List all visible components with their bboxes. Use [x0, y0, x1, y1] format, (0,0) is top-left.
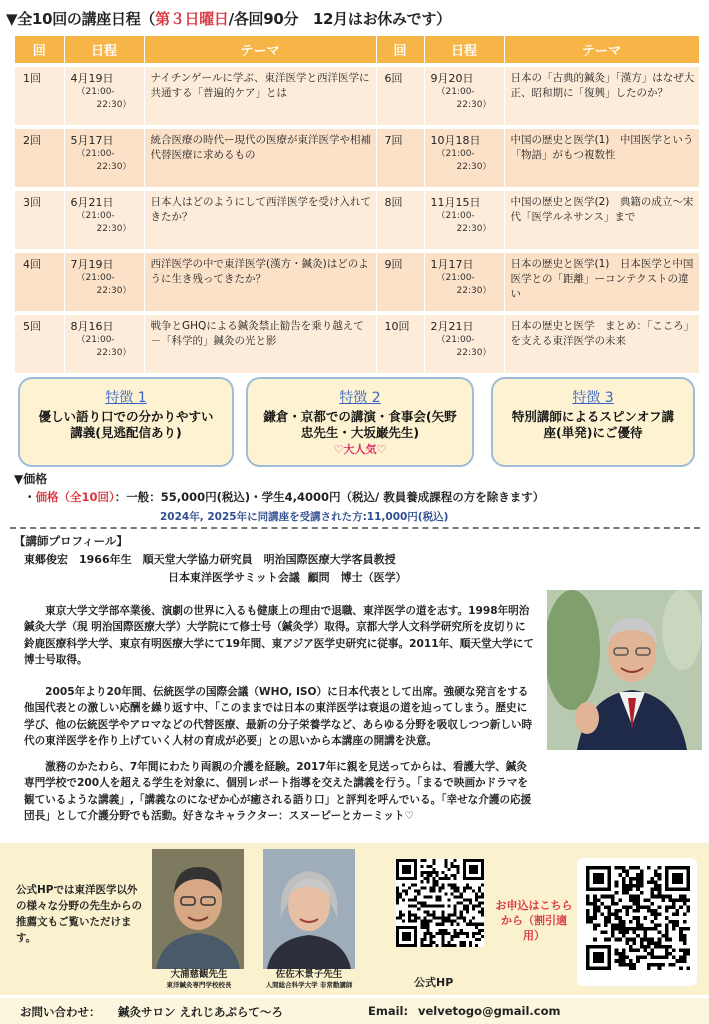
- session-date-cell: [64, 251, 144, 313]
- session-number: 4回: [15, 251, 64, 313]
- session-number: 6回: [376, 65, 424, 127]
- session-time-end: 22:30）: [96, 286, 132, 296]
- qr-caption: 公式HP: [414, 976, 454, 989]
- session-time-end: 22:30）: [456, 100, 492, 110]
- recommender-photo: [263, 849, 355, 969]
- session-theme: 日本の「古典的鍼灸」「漢方」はなぜ大正、昭和期に「復興」したのか？: [504, 65, 699, 127]
- session-date-cell: [64, 127, 144, 189]
- session-date-cell: [424, 65, 504, 127]
- feature-box-2: [246, 377, 474, 467]
- session-number: 10回: [376, 313, 424, 373]
- heading-suffix: /各回90分 12月はお休みです）: [228, 10, 451, 28]
- heading-accent: 第３日曜日: [155, 10, 229, 28]
- schedule-row: [15, 65, 699, 127]
- session-time-end: 22:30）: [96, 162, 132, 172]
- session-theme: 日本の歴史と医学(1) 日本医学と中国医学との「距離」ーコンテクストの違い: [504, 251, 699, 313]
- homepage-qr-code[interactable]: [396, 859, 484, 947]
- feature-box-1: [18, 377, 234, 467]
- session-time-end: 22:30）: [456, 286, 492, 296]
- session-theme: 中国の歴史と医学(1) 中国医学という「物語」がもつ複数性: [504, 127, 699, 189]
- profile-paragraph: 東京大学文学部卒業後、演劇の世界に入るも健康上の理由で退職、東洋医学の道を志す。1998年明治鍼灸大学（現 明治国際医療大学）大学院にて修士号（鍼灸学）取得。京都大学人文科学研究所を皮切りに鈴鹿医療科学大学、東京有明医療大学にて19年間、東アジア医学史研究に従事。2011年、順天堂大学にて博士号取得。: [24, 605, 534, 667]
- session-time-start: （21:00-: [436, 273, 475, 283]
- feature-body: 特別講師によるスピンオフ講座(単発)にご優待: [511, 409, 675, 440]
- session-date: 6月21日: [70, 196, 114, 209]
- recommender-role: 人間総合科学大学 非常勤講師: [265, 981, 353, 989]
- profile-paragraph: 2005年より20年間、伝統医学の国際会議（WHO, ISO）に日本代表として出席。強硬な発言をする他国代表との激しい応酬を繰り返す中、「このままでは日本の東洋医学は衰退の道を辿ってしまう。歴史に学び、他の伝統医学やアロマなどの代替医療、最新の分子栄養学など、あらゆる分野を吸収しつつ新しい時代の東洋医学を作り上げていく人材の育成が必要」との思いから本講座の開講を決意。: [24, 686, 533, 748]
- session-time-end: 22:30）: [96, 224, 132, 234]
- session-time-start: （21:00-: [436, 211, 475, 221]
- session-number: 3回: [15, 189, 64, 251]
- session-theme: ナイチンゲールに学ぶ、東洋医学と西洋医学に共通する「普遍的ケア」とは: [144, 65, 376, 127]
- session-time-end: 22:30）: [456, 162, 492, 172]
- profile-title-line: 日本東洋医学サミット会議 顧問 博士（医学）: [168, 571, 407, 584]
- session-theme: 中国の歴史と医学(2) 典籍の成立～宋代「医学ルネサンス」まで: [504, 189, 699, 251]
- session-date: 7月19日: [70, 258, 114, 271]
- feature-title: 特徴 1: [105, 390, 147, 406]
- feature-box-3: [491, 377, 695, 467]
- schedule-table: [15, 36, 700, 373]
- price-label: 価格（全10回）: [35, 490, 115, 504]
- col-header-session: 回: [15, 36, 64, 65]
- schedule-heading: [6, 8, 451, 29]
- apply-note: お申込はこちらから（割引適用）: [495, 899, 573, 942]
- lecturer-photo: [547, 590, 702, 750]
- contact-bar: [0, 998, 709, 1024]
- session-time-start: （21:00-: [76, 87, 115, 97]
- session-date-cell: [424, 313, 504, 373]
- email-address[interactable]: velvetogo@gmail.com: [418, 1004, 561, 1018]
- email-label: Email:: [368, 1004, 409, 1018]
- session-time-start: （21:00-: [76, 335, 115, 345]
- session-date-cell: [424, 127, 504, 189]
- session-date: 11月15日: [430, 196, 481, 209]
- session-theme: 戦争とGHQによる鍼灸禁止勧告を乗り越えて－「科学的」鍼灸の光と影: [144, 313, 376, 373]
- session-date-cell: [424, 189, 504, 251]
- session-time-start: （21:00-: [76, 149, 115, 159]
- session-date: 10月18日: [430, 134, 481, 147]
- feature-title: 特徴 3: [572, 390, 614, 406]
- session-number: 2回: [15, 127, 64, 189]
- session-time-end: 22:30）: [456, 348, 492, 358]
- session-date-cell: [64, 189, 144, 251]
- schedule-row: [15, 127, 699, 189]
- session-theme: 日本人はどのようにして西洋医学を受け入れてきたか？: [144, 189, 376, 251]
- session-date-cell: [64, 313, 144, 373]
- session-date-cell: [64, 65, 144, 127]
- session-time-start: （21:00-: [76, 273, 115, 283]
- session-number: 7回: [376, 127, 424, 189]
- profile-heading: 【講師プロフィール】: [14, 534, 128, 548]
- session-time-end: 22:30）: [96, 100, 132, 110]
- session-number: 8回: [376, 189, 424, 251]
- col-header-session: 回: [376, 36, 424, 65]
- recommender-caption: [148, 966, 250, 989]
- price-heading: ▼価格: [14, 472, 48, 486]
- price-bullet: ・: [24, 490, 36, 504]
- schedule-row: [15, 313, 699, 373]
- price-detail: ：一般：55,000円(税込)・学生4,4000円（税込/ 教員養成課程の方を除きます）: [114, 490, 545, 504]
- recommender-role: 東洋鍼灸専門学校校長: [166, 981, 232, 989]
- session-time-end: 22:30）: [96, 348, 132, 358]
- contact-organization: 鍼灸サロン えれじあぷらて～ろ: [118, 1005, 283, 1019]
- session-time-start: （21:00-: [76, 211, 115, 221]
- session-time-start: （21:00-: [436, 149, 475, 159]
- session-theme: 日本の歴史と医学 まとめ：「こころ」を支える東洋医学の未来: [504, 313, 699, 373]
- session-time-start: （21:00-: [436, 335, 475, 345]
- session-date: 8月16日: [70, 320, 114, 333]
- col-header-date: 日程: [424, 36, 504, 65]
- session-date: 4月19日: [70, 72, 114, 85]
- feature-title: 特徴 2: [339, 390, 381, 406]
- recommender-caption: [258, 966, 360, 989]
- schedule-header-row: [15, 36, 699, 65]
- session-number: 1回: [15, 65, 64, 127]
- session-theme: 統合医療の時代ー現代の医療が東洋医学や相補代替医療に求めるもの: [144, 127, 376, 189]
- session-theme: 西洋医学の中で東洋医学(漢方・鍼灸)はどのように生き残ってきたか？: [144, 251, 376, 313]
- session-date: 9月20日: [430, 72, 474, 85]
- price-note: 2024年, 2025年に同講座を受講された方:11,000円(税込): [160, 511, 449, 523]
- recommender-name: 大浦慈観先生: [170, 969, 228, 980]
- col-header-theme: テーマ: [144, 36, 376, 65]
- recommender-photo: [152, 849, 244, 969]
- feature-body: 優しい語り口での分かりやすい講義(見逃配信あり): [38, 409, 214, 440]
- feature-note: ♡大人気♡: [333, 443, 387, 456]
- profile-title-line: 東郷俊宏 1966年生 順天堂大学協力研究員 明治国際医療大学客員教授: [24, 553, 396, 566]
- session-date: 1月17日: [430, 258, 474, 271]
- section-divider: [10, 527, 700, 529]
- heading-prefix: ▼全10回の講座日程（: [6, 10, 156, 28]
- profile-paragraph: 激務のかたわら、7年間にわたり両親の介護を経験。2017年に親を見送ってからは、看護大学、鍼灸専門学校で200人を超える学生を対象に、個別レポート指導を交えた講義を行う。「まるで映画かドラマを観ているような講義」,「講義なのになぜか心が癒される語り口」と評判を呼んでいる。「幸せな介護の応援団長」として介護分野でも活動。好きなキャラクター：スヌーピーとカーミット♡: [24, 761, 532, 823]
- session-number: 9回: [376, 251, 424, 313]
- col-header-date: 日程: [64, 36, 144, 65]
- feature-body: 鎌倉・京都での講演・食事会(矢野忠先生・大坂巌先生): [263, 409, 457, 440]
- apply-qr-code[interactable]: [586, 866, 690, 970]
- recommender-name: 佐佐木景子先生: [275, 969, 343, 980]
- session-date-cell: [424, 251, 504, 313]
- session-date: 2月21日: [430, 320, 474, 333]
- session-date: 5月17日: [70, 134, 114, 147]
- price-line: [24, 489, 544, 505]
- session-time-end: 22:30）: [456, 224, 492, 234]
- col-header-theme: テーマ: [504, 36, 699, 65]
- session-time-start: （21:00-: [436, 87, 475, 97]
- schedule-row: [15, 189, 699, 251]
- contact-label: お問い合わせ：: [20, 1005, 101, 1019]
- homepage-note: 公式HPでは東洋医学以外の様々な分野の先生からの推薦文もご覧いただけます。: [16, 884, 142, 944]
- schedule-row: [15, 251, 699, 313]
- session-number: 5回: [15, 313, 64, 373]
